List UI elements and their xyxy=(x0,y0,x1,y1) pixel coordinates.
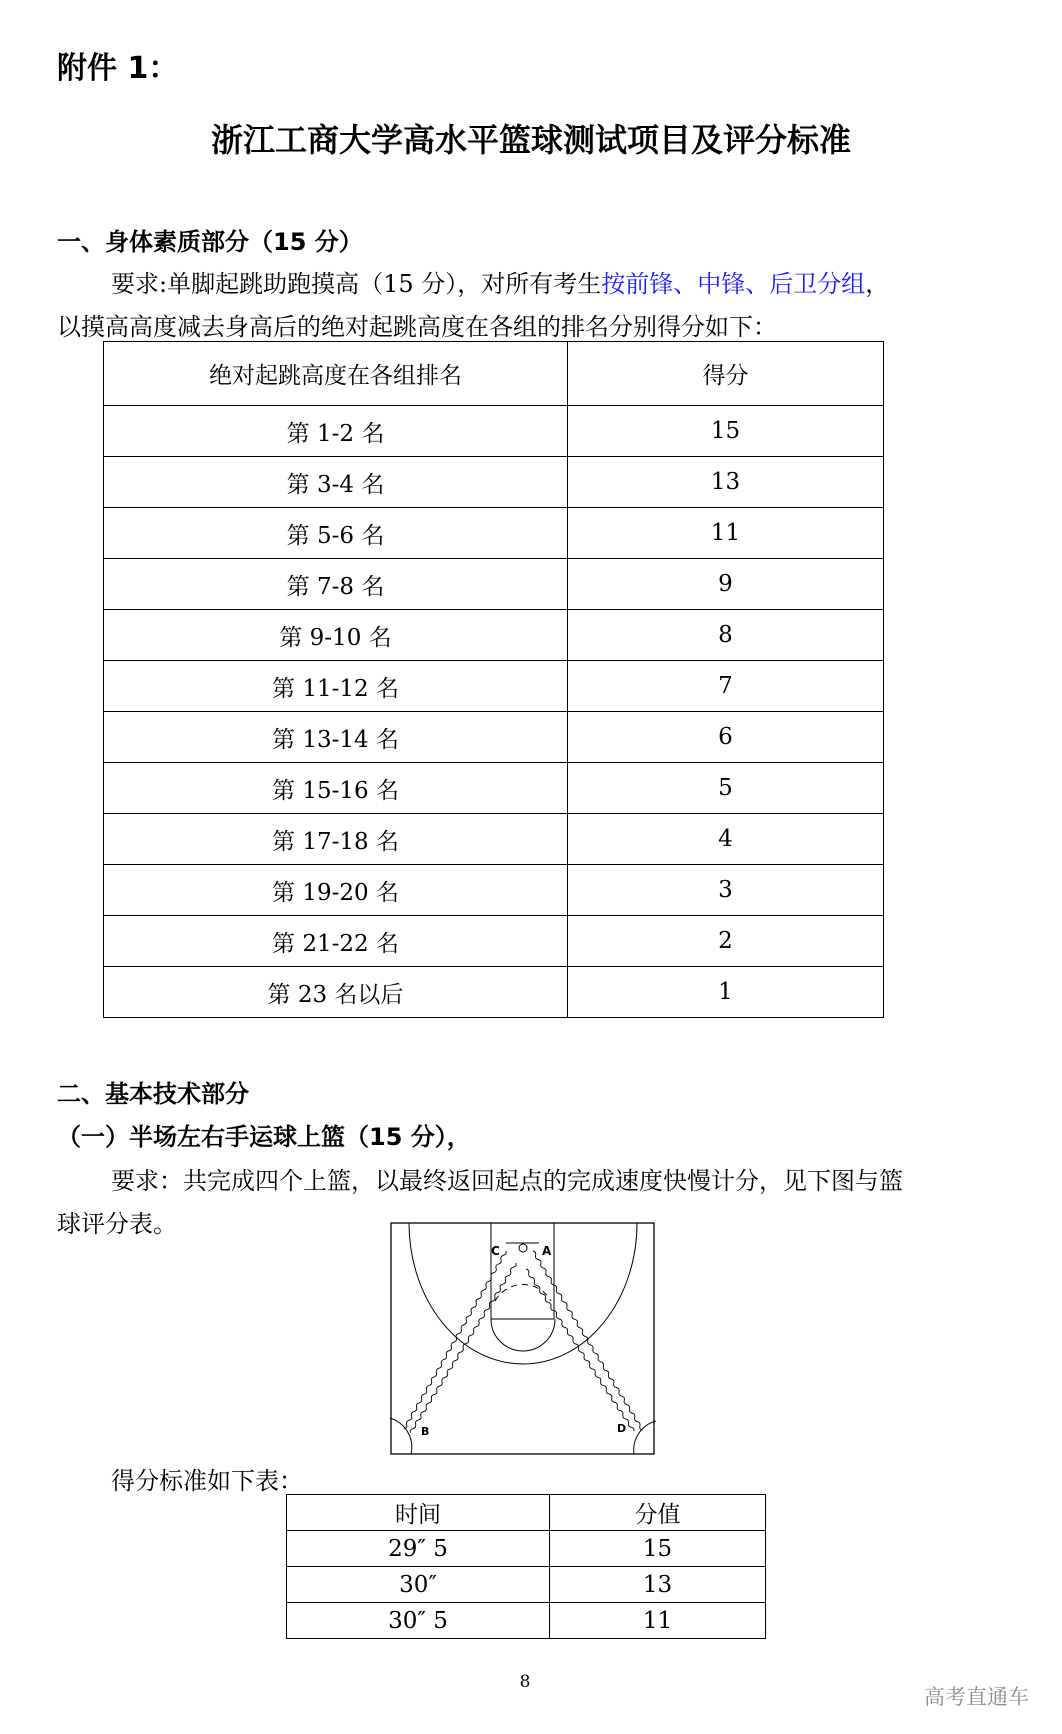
section2-requirement-line2: 球评分表。 xyxy=(57,1210,177,1238)
page-number: 8 xyxy=(519,1672,531,1692)
section1-requirement-line2: 以摸高高度减去身高后的绝对起跳高度在各组的排名分别得分如下： xyxy=(57,313,777,341)
cell-right: 2 xyxy=(568,916,884,967)
watermark: 高考直通车 xyxy=(924,1685,1029,1709)
subsection1-heading: （一）半场左右手运球上篮（15 分）， xyxy=(57,1123,471,1151)
table-row xyxy=(104,457,884,508)
attachment-label: 附件 1： xyxy=(57,51,179,86)
cell-left: 第 17-18 名 xyxy=(104,814,568,865)
dribble-paths xyxy=(404,1251,642,1433)
cell-right: 4 xyxy=(568,814,884,865)
table-row xyxy=(287,1567,766,1603)
jump-score-table xyxy=(103,341,884,1018)
cell-right: 13 xyxy=(568,457,884,508)
section1-requirement xyxy=(111,264,889,299)
cell-left: 第 21-22 名 xyxy=(104,916,568,967)
cell-left: 第 23 名以后 xyxy=(104,967,568,1018)
cell-left: 第 7-8 名 xyxy=(104,559,568,610)
table-header-row xyxy=(104,342,884,406)
cell-left: 30″ xyxy=(287,1567,550,1603)
table-row xyxy=(104,814,884,865)
cell-left: 第 3-4 名 xyxy=(104,457,568,508)
court-border xyxy=(391,1223,654,1454)
cell-right: 11 xyxy=(568,508,884,559)
cell-left: 第 1-2 名 xyxy=(104,406,568,457)
table-row xyxy=(104,661,884,712)
cell-right: 13 xyxy=(550,1567,766,1603)
table-row xyxy=(104,610,884,661)
table-row xyxy=(104,406,884,457)
section2-heading: 二、基本技术部分 xyxy=(57,1080,249,1108)
cell-left: 第 13-14 名 xyxy=(104,712,568,763)
page-title: 浙江工商大学高水平篮球测试项目及评分标准 xyxy=(210,121,851,159)
score-intro: 得分标准如下表： xyxy=(111,1467,303,1495)
cell-right: 8 xyxy=(568,610,884,661)
free-throw-lane xyxy=(491,1223,554,1319)
section2-requirement: 要求：共完成四个上篮，以最终返回起点的完成速度快慢计分，见下图与篮 xyxy=(111,1167,903,1195)
free-throw-circle xyxy=(491,1319,555,1351)
cell-left: 第 11-12 名 xyxy=(104,661,568,712)
cell-right: 7 xyxy=(568,661,884,712)
point-d-label: D xyxy=(617,1422,627,1435)
table-row xyxy=(104,865,884,916)
cell-right: 15 xyxy=(550,1531,766,1567)
section1-heading: 一、身体素质部分（15 分） xyxy=(57,228,363,256)
cell-right: 15 xyxy=(568,406,884,457)
free-throw-dashed-arc xyxy=(495,1284,551,1301)
cell-left: 第 19-20 名 xyxy=(104,865,568,916)
table-row xyxy=(104,763,884,814)
cell-right: 1 xyxy=(568,967,884,1018)
cell-right: 11 xyxy=(550,1603,766,1639)
table-row xyxy=(287,1603,766,1639)
hoop-icon xyxy=(519,1244,527,1252)
right-corner-arc xyxy=(634,1421,656,1454)
header-score: 得分 xyxy=(568,342,884,406)
header-time: 时间 xyxy=(287,1495,550,1531)
point-a-label: A xyxy=(542,1244,552,1258)
cell-right: 5 xyxy=(568,763,884,814)
dribble-wave-line xyxy=(533,1251,643,1430)
header-points: 分值 xyxy=(550,1495,766,1531)
table-row xyxy=(104,712,884,763)
dribble-wave-line xyxy=(410,1263,516,1433)
cell-left: 30″ 5 xyxy=(287,1603,550,1639)
table-header-row xyxy=(287,1495,766,1531)
cell-right: 9 xyxy=(568,559,884,610)
table-row xyxy=(287,1531,766,1567)
grouping-highlight: 按前锋、中锋、后卫分组 xyxy=(601,270,866,298)
cell-right: 3 xyxy=(568,865,884,916)
dribble-wave-line xyxy=(404,1251,506,1429)
table-row xyxy=(104,916,884,967)
requirement-punct: ， xyxy=(865,270,890,298)
table-row xyxy=(104,967,884,1018)
layup-score-table xyxy=(286,1494,766,1639)
cell-left: 第 9-10 名 xyxy=(104,610,568,661)
point-c-label: C xyxy=(491,1244,500,1258)
dribble-wave-line xyxy=(526,1269,634,1431)
header-rank: 绝对起跳高度在各组排名 xyxy=(104,342,568,406)
table-row xyxy=(104,559,884,610)
cell-left: 29″ 5 xyxy=(287,1531,550,1567)
cell-right: 6 xyxy=(568,712,884,763)
cell-left: 第 5-6 名 xyxy=(104,508,568,559)
cell-left: 第 15-16 名 xyxy=(104,763,568,814)
requirement-text: 要求:单脚起跳助跑摸高（15 分），对所有考生 xyxy=(111,270,602,298)
left-corner-arc xyxy=(390,1418,412,1454)
half-court-diagram xyxy=(390,1222,656,1455)
point-b-label: B xyxy=(421,1425,430,1438)
table-row xyxy=(104,508,884,559)
